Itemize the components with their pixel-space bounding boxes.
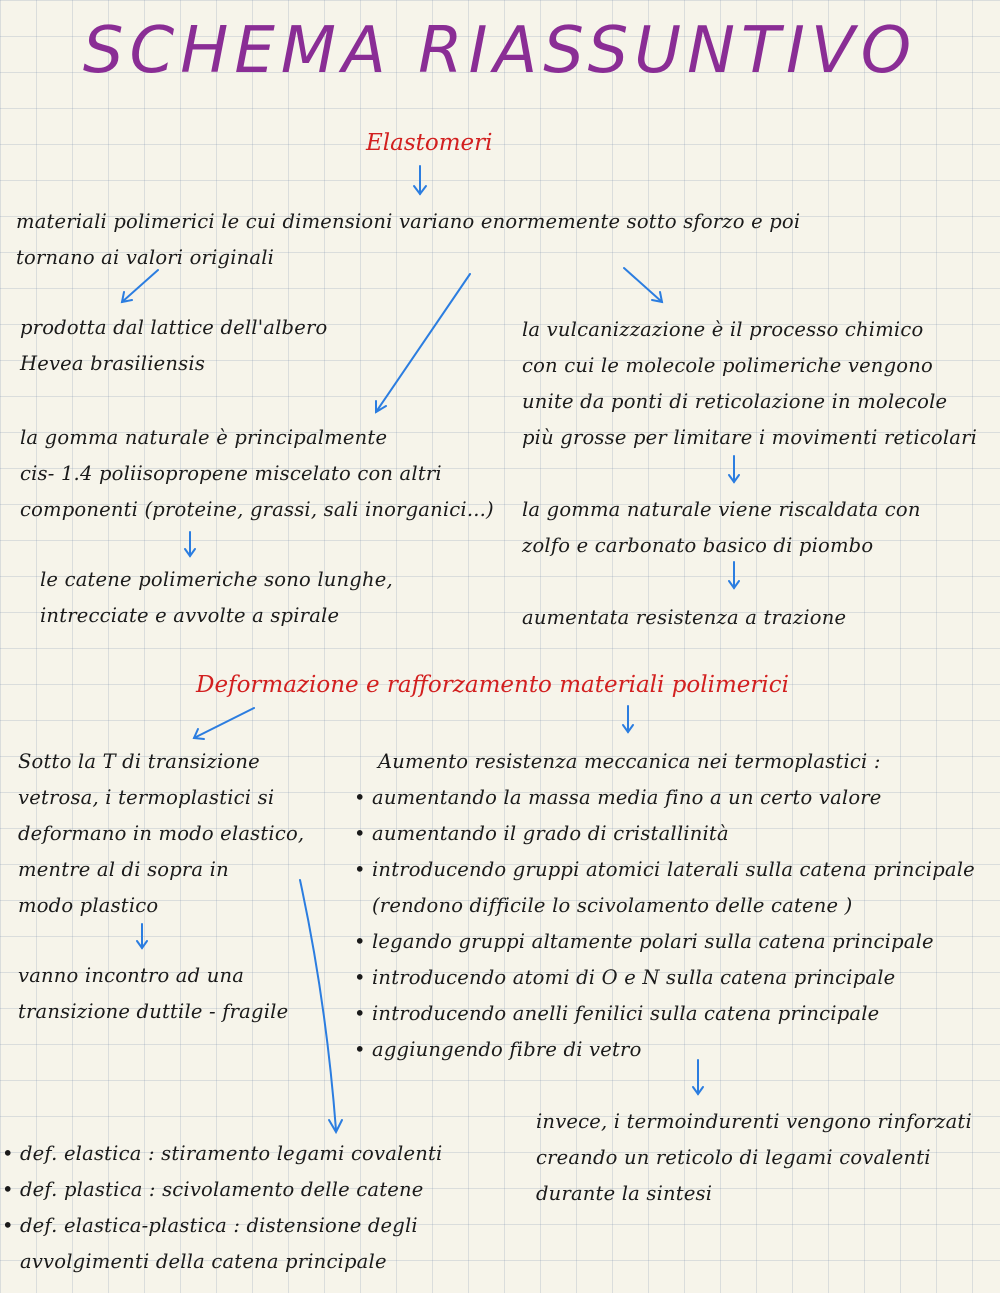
thermosets-line: creando un reticolo di legami covalenti bbox=[536, 1146, 931, 1169]
ductile-line: vanno incontro ad una bbox=[18, 964, 245, 987]
arrow-elastomeri-down bbox=[414, 166, 426, 194]
deformazione-heading: Deformazione e rafforzamento materiali polimerici bbox=[196, 672, 789, 698]
chains-note bbox=[40, 562, 393, 634]
arrow-to-glass-transition bbox=[194, 708, 254, 739]
arrow-to-deformation-types bbox=[300, 880, 342, 1132]
composition-note bbox=[20, 420, 494, 528]
list-item: • introducendo atomi di O e N sulla catena principale bbox=[352, 960, 975, 996]
vulcanization-line: con cui le molecole polimeriche vengono bbox=[522, 354, 933, 377]
elastomeri-heading: Elastomeri bbox=[366, 130, 493, 156]
heating-line: zolfo e carbonato basico di piombo bbox=[522, 534, 874, 557]
glass-line: vetrosa, i termoplastici si bbox=[18, 786, 275, 809]
composition-line: componenti (proteine, grassi, sali inorganici...) bbox=[20, 498, 494, 521]
list-item: • def. elastica-plastica : distensione degli bbox=[0, 1208, 442, 1244]
elastomeri-definition bbox=[16, 204, 800, 276]
glass-line: deformano in modo elastico, bbox=[18, 822, 305, 845]
result-note: aumentata resistenza a trazione bbox=[522, 606, 847, 629]
arrow-heating-to-result bbox=[729, 562, 739, 588]
origin-line: Hevea brasiliensis bbox=[20, 352, 206, 375]
thermosets-line: invece, i termoindurenti vengono rinforzati bbox=[536, 1110, 972, 1133]
ductile-line: transizione duttile - fragile bbox=[18, 1000, 289, 1023]
vulcanization-note bbox=[522, 312, 977, 456]
glass-line: mentre al di sopra in bbox=[18, 858, 229, 881]
list-item: avvolgimenti della catena principale bbox=[20, 1250, 387, 1273]
list-item: • def. elastica : stiramento legami covalenti bbox=[0, 1136, 442, 1172]
arrow-to-resistance bbox=[623, 706, 633, 732]
list-item: • aumentando la massa media fino a un certo valore bbox=[352, 780, 975, 816]
vulcanization-line: più grosse per limitare i movimenti reticolari bbox=[522, 426, 978, 449]
resistance-list bbox=[352, 780, 975, 1068]
ductile-note bbox=[18, 958, 288, 1030]
list-item: • introducendo anelli fenilici sulla catena principale bbox=[352, 996, 975, 1032]
heating-line: la gomma naturale viene riscaldata con bbox=[522, 498, 921, 521]
thermosets-line: durante la sintesi bbox=[536, 1182, 713, 1205]
list-item: • legando gruppi altamente polari sulla catena principale bbox=[352, 924, 975, 960]
list-item: • def. plastica : scivolamento delle catene bbox=[0, 1172, 442, 1208]
thermosets-note bbox=[536, 1104, 972, 1212]
origin-note bbox=[20, 310, 327, 382]
glass-line: modo plastico bbox=[18, 894, 159, 917]
definition-line: tornano ai valori originali bbox=[16, 246, 275, 269]
glass-line: Sotto la T di transizione bbox=[18, 750, 260, 773]
vulcanization-line: unite da ponti di reticolazione in molecole bbox=[522, 390, 948, 413]
arrow-to-composition bbox=[376, 274, 470, 412]
composition-line: cis- 1.4 poliisopropene miscelato con altri bbox=[20, 462, 442, 485]
heating-note bbox=[522, 492, 921, 564]
vulcanization-line: la vulcanizzazione è il processo chimico bbox=[522, 318, 924, 341]
arrow-composition-to-chains bbox=[185, 532, 195, 556]
deformation-types-list bbox=[0, 1136, 442, 1280]
list-item: • aumentando il grado di cristallinità bbox=[352, 816, 975, 852]
list-item: • introducendo gruppi atomici laterali sulla catena principale bbox=[352, 852, 975, 888]
composition-line: la gomma naturale è principalmente bbox=[20, 426, 388, 449]
resistance-title: Aumento resistenza meccanica nei termoplastici : bbox=[378, 750, 881, 773]
glass-transition-note bbox=[18, 744, 304, 924]
arrow-vulcanization-to-heating bbox=[729, 456, 739, 482]
chains-line: le catene polimeriche sono lunghe, bbox=[40, 568, 393, 591]
chains-line: intrecciate e avvolte a spirale bbox=[40, 604, 340, 627]
origin-line: prodotta dal lattice dell'albero bbox=[20, 316, 328, 339]
list-item: • aggiungendo fibre di vetro bbox=[352, 1032, 975, 1068]
arrow-glass-to-ductile bbox=[137, 924, 147, 948]
list-item: (rendono difficile lo scivolamento delle catene ) bbox=[372, 894, 853, 917]
definition-line: materiali polimerici le cui dimensioni variano enormemente sotto sforzo e poi bbox=[16, 210, 801, 233]
page-title: SCHEMA RIASSUNTIVO bbox=[82, 14, 918, 88]
